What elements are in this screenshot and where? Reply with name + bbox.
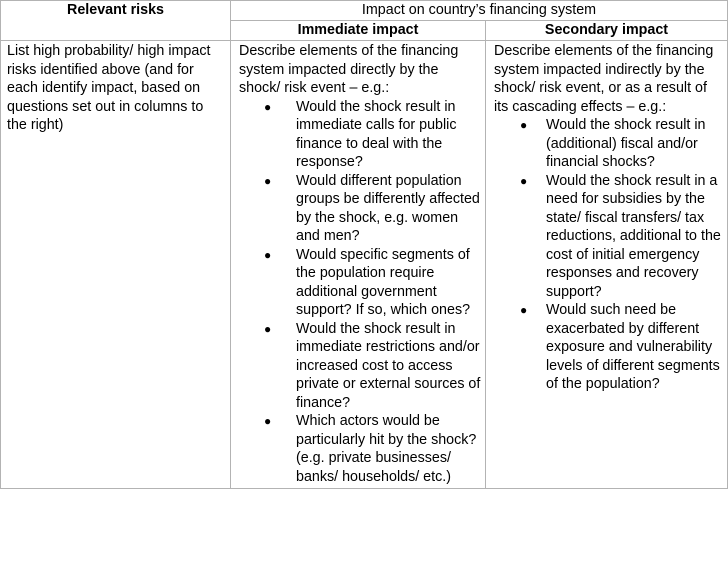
question-text: Would different population groups be differently affected by the shock, e.g. women and men? [296, 172, 480, 244]
list-item [236, 320, 481, 413]
immediate-impact-cell [231, 41, 486, 489]
bullet-icon: ● [264, 321, 272, 336]
immediate-question-list [236, 98, 481, 487]
bullet-icon: ● [264, 414, 272, 428]
bullet-icon: ● [264, 247, 272, 262]
header-immediate-impact: Immediate impact [231, 21, 486, 41]
secondary-question-list [491, 116, 723, 394]
secondary-impact-cell [486, 41, 728, 489]
question-text: Would the shock result in a need for subsidies by the state/ fiscal transfers/ tax reductions, additional to the cost of initial emergency responses and recovery support? [546, 172, 721, 300]
header-financing-impact: Impact on country’s financing system [231, 1, 728, 21]
bullet-icon: ● [520, 173, 528, 188]
header-secondary-impact: Secondary impact [486, 21, 728, 41]
list-item [491, 301, 723, 394]
list-item [491, 116, 723, 172]
risks-instructions: List high probability/ high impact risks identified above (and for each identify impact, based on questions set out in columns to the right) [7, 43, 211, 133]
list-item [491, 172, 723, 302]
bullet-icon: ● [264, 99, 272, 114]
bullet-icon: ● [520, 118, 528, 132]
header-relevant-risks: Relevant risks [1, 1, 231, 41]
bullet-icon: ● [264, 173, 272, 188]
list-item [236, 98, 481, 172]
secondary-intro: Describe elements of the financing system impacted indirectly by the shock/ risk event, or as a result of its cascading effects – e.g.: [494, 43, 714, 115]
question-text: Which actors would be particularly hit by the shock? (e.g. private businesses/ banks/ households/ etc.) [296, 413, 477, 485]
risks-cell [1, 41, 231, 489]
question-text: Would the shock result in immediate restrictions and/or increased cost to access private or external sources of finance? [296, 320, 481, 411]
bullet-icon: ● [520, 303, 528, 317]
question-text: Would such need be exacerbated by different exposure and vulnerability levels of different segments of the population? [546, 302, 720, 392]
list-item [236, 246, 481, 320]
question-text: Would specific segments of the population require additional government support? If so, which ones? [296, 246, 471, 318]
list-item [236, 172, 481, 246]
question-text: Would the shock result in immediate calls for public finance to deal with the response? [296, 98, 457, 170]
immediate-intro: Describe elements of the financing system impacted directly by the shock/ risk event – e.g.: [239, 43, 459, 96]
list-item [236, 412, 481, 486]
question-text: Would the shock result in (additional) fiscal and/or financial shocks? [546, 117, 706, 170]
